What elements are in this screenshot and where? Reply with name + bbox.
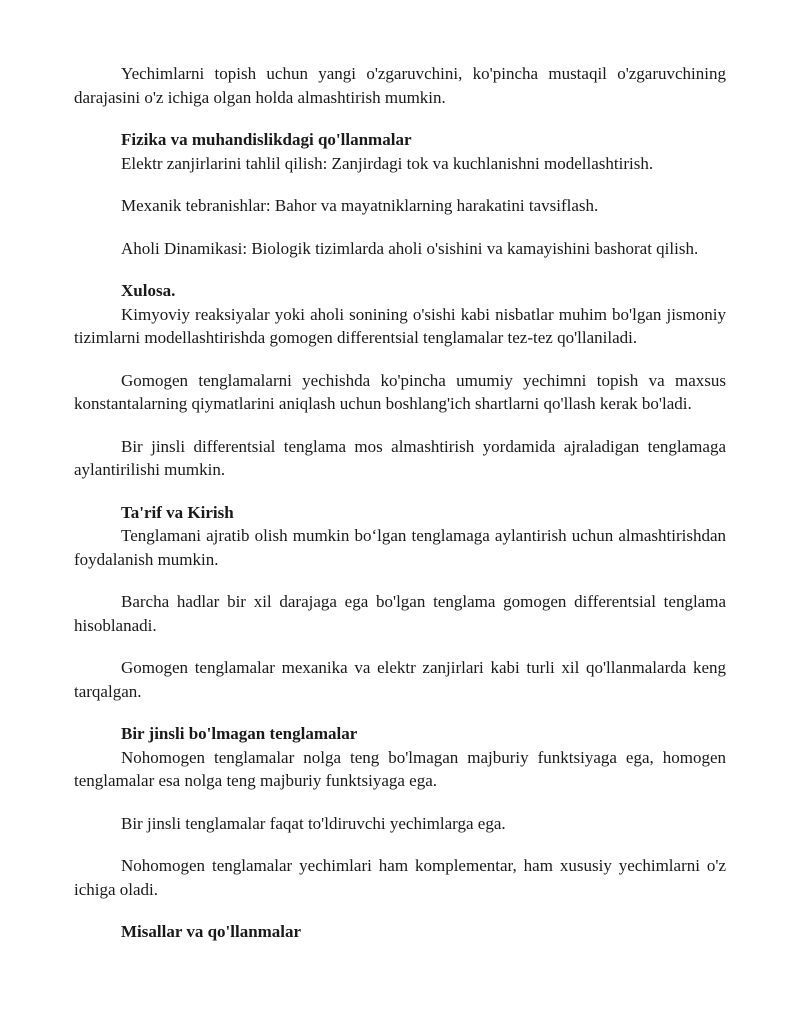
section-heading: Xulosa. — [121, 281, 176, 300]
section-heading: Bir jinsli bo'lmagan tenglamalar — [121, 724, 358, 743]
document-page — [74, 62, 726, 944]
section-heading: Misallar va qo'llanmalar — [121, 922, 302, 941]
paragraph: Kimyoviy reaksiyalar yoki aholi sonining o'sishi kabi nisbatlar muhim bo'lgan jismoniy tizimlarni modellashtirishda gomogen differentsial tenglamalar tez-tez qo'llaniladi. — [74, 304, 726, 347]
paragraph: Tenglamani ajratib olish mumkin bo‘lgan tenglamaga aylantirish uchun almashtirishdan foydalanish mumkin. — [74, 526, 726, 569]
paragraph: Nohomogen tenglamalar nolga teng bo'lmagan majburiy funktsiyaga ega, homogen tenglamalar esa nolga teng majburiy funktsiyaga ega. — [74, 747, 726, 790]
paragraph: Bir jinsli differentsial tenglama mos almashtirish yordamida ajraladigan tenglamaga aylantirilishi mumkin. — [74, 436, 726, 479]
paragraph: Bir jinsli tenglamalar faqat to'ldiruvchi yechimlarga ega. — [121, 813, 506, 833]
paragraph: Aholi Dinamikasi: Biologik tizimlarda aholi o'sishini va kamayishini bashorat qilish. — [121, 238, 699, 258]
paragraph: Barcha hadlar bir xil darajaga ega bo'lgan tenglama gomogen differentsial tenglama hisoblanadi. — [74, 592, 726, 635]
paragraph: Yechimlarni topish uchun yangi o'zgaruvchini, ko'pincha mustaqil o'zgaruvchining darajasini o'z ichiga olgan holda almashtirish mumkin. — [74, 64, 726, 107]
section-heading: Ta'rif va Kirish — [121, 502, 234, 522]
paragraph: Elektr zanjirlarini tahlil qilish: Zanjirdagi tok va kuchlanishni modellashtirish. — [121, 153, 654, 173]
paragraph: Gomogen tenglamalarni yechishda ko'pincha umumiy yechimni topish va maxsus konstantalarning qiymatlarini aniqlash uchun boshlang'ich shartlarni qo'llash kerak bo'ladi. — [74, 370, 726, 413]
paragraph: Mexanik tebranishlar: Bahor va mayatniklarning harakatini tavsiflash. — [121, 196, 599, 215]
paragraph: Gomogen tenglamalar mexanika va elektr zanjirlari kabi turli xil qo'llanmalarda keng tarqalgan. — [74, 658, 726, 701]
section-heading: Fizika va muhandislikdagi qo'llanmalar — [121, 130, 412, 149]
paragraph: Nohomogen tenglamalar yechimlari ham komplementar, ham xususiy yechimlarni o'z ichiga oladi. — [74, 856, 726, 899]
